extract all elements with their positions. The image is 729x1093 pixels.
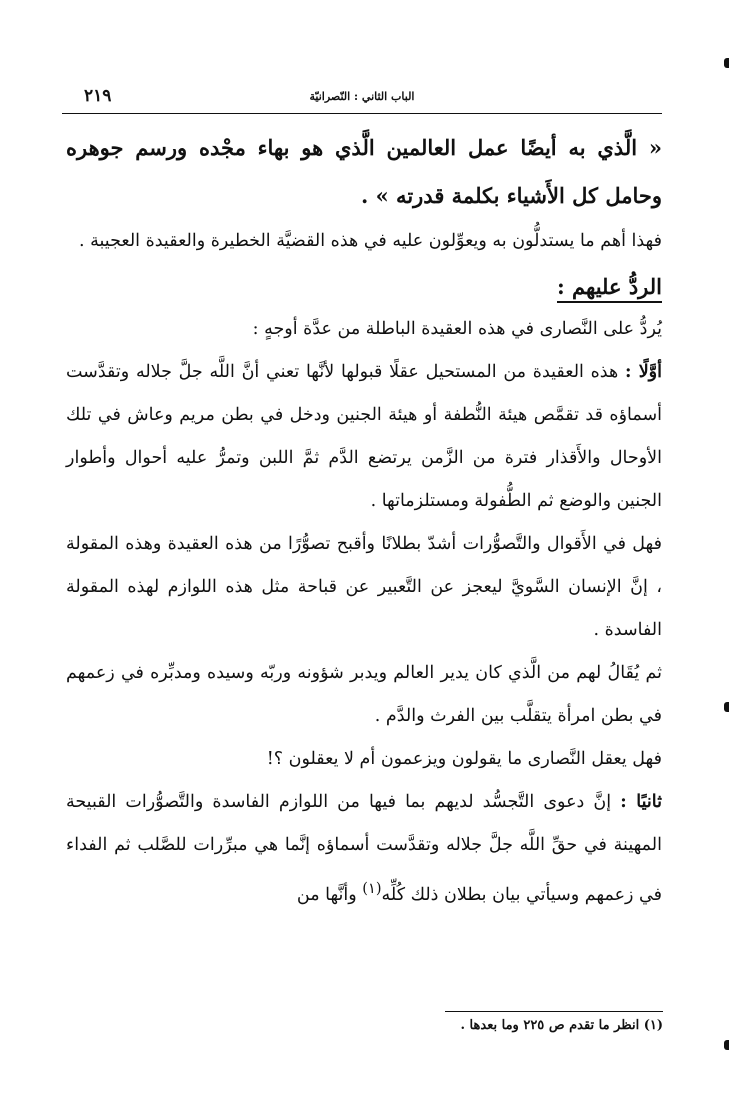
paragraph: ثم يُقَالُ لهم من الَّذي كان يدير العالم ويدبر شؤونه وربّه وسيده ومدبِّره في زعمهم في بطن امرأة يتقلَّب بين الفرث والدَّم . [66,663,662,726]
scan-edge-mark [724,58,729,68]
paragraph: فهذا أهم ما يستدلُّون به ويعوِّلون عليه في هذه القضيَّة الخطيرة والعقيدة العجيبة . [79,231,662,251]
section-heading [66,265,662,308]
main-text [66,124,662,917]
footnote-rule [445,1011,663,1012]
header-rule [62,113,662,114]
chapter-title: الباب الثاني : النّصرانيّة [309,90,415,103]
paragraph: فهل في الأَقوال والتَّصوُّرات أشدّ بطلانًا وأقبح تصوُّرًا من هذه العقيدة وهذه المقولة ، إنَّ الإنسان السَّويَّ ليعجز عن التَّعبير عن قباحة مثل هذه اللوازم لهذه المقولة الفاسدة . [66,534,662,640]
paragraph [66,781,662,917]
footnote: (١) انظر ما تقدم ص ٢٢٥ وما بعدها . [460,1018,663,1033]
footnote-reference[interactable]: (١) [362,880,382,897]
quoted-verse: « الَّذي به أيضًا عمل العالمين الَّذي هو بهاء مجْده ورسم جوهره وحامل كل الأَشياء بكلمة قدرته » . [66,135,662,208]
paragraph [66,351,662,523]
paragraph-text: وأنَّها من [296,884,363,905]
scan-edge-mark [724,1040,729,1050]
section-heading-text: الردُّ عليهم : [557,274,662,303]
page-number: ٢١٩ [84,86,112,106]
point-label: أوَّلًا : [624,362,662,382]
running-header [62,86,662,110]
paragraph-text: هذه العقيدة من المستحيل عقلًا قبولها لأنَّها تعني أنَّ اللَّه جلَّ جلاله وتقدَّست أسماؤه قد تقمَّص هيئة النُّطفة أو هيئة الجنين ودخل في بطن مريم وعاش في تلك الأوحال والأَقذار فترة من الزَّمن يرتضع الدَّم ثمَّ اللبن وتمرُّ عليه أحوال وأطوار الجنين والوضع ثم الطُّفولة ومستلزماتها . [66,362,662,511]
paragraph-text: إنَّ دعوى التَّجسُّد لديهم بما فيها من اللوازم الفاسدة والتَّصوُّرات القبيحة المهينة في حقِّ اللَّه جلَّ جلاله وتقدَّست أسماؤه إنَّما هي مبرِّرات للصَّلب ثم الفداء في زعمهم وسيأتي بيان بطلان ذلك كُلِّه [66,792,662,905]
point-label: ثانيًا : [620,792,662,812]
paragraph: يُردُّ على النَّصارى في هذه العقيدة الباطلة من عدَّة أوجهٍ : [252,319,662,339]
scan-edge-mark [724,702,729,712]
paragraph: فهل يعقل النَّصارى ما يقولون ويزعمون أم لا يعقلون ؟! [266,749,662,769]
